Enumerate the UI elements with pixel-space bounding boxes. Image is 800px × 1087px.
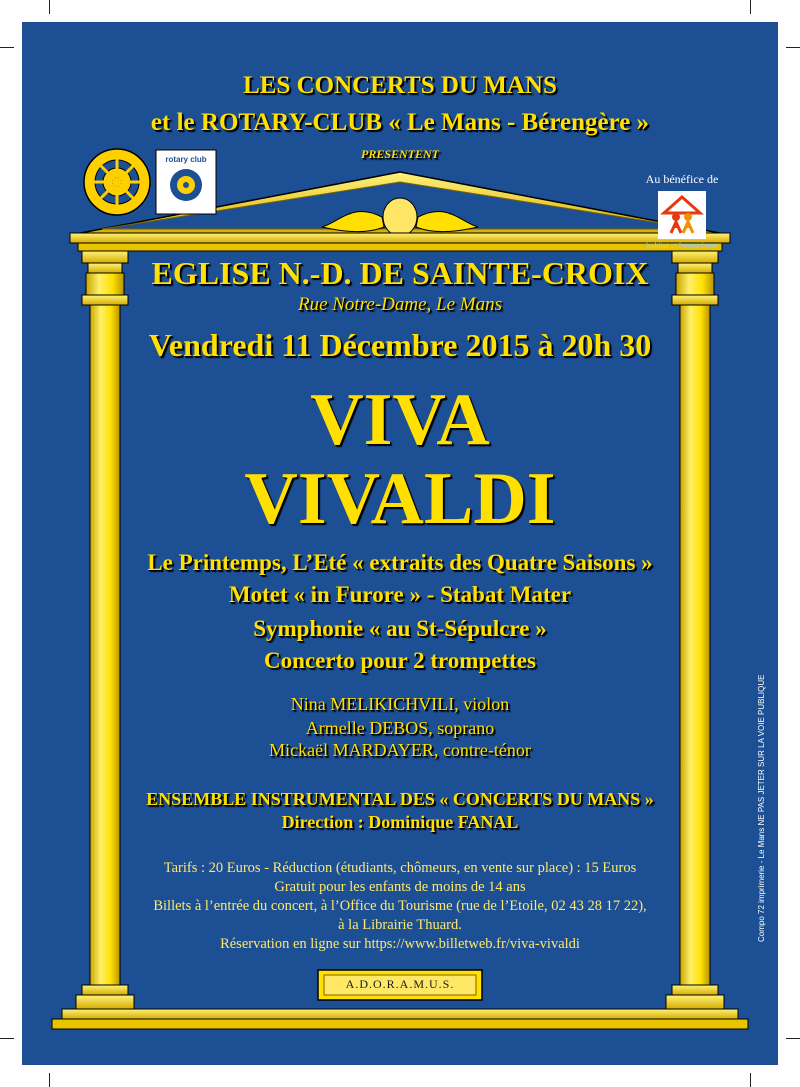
ticket-outlets-line-2: à la Librairie Thuard. [338, 917, 462, 933]
ensemble-direction: Direction : Dominique FANAL [281, 812, 519, 832]
program-item: Concerto pour 2 trompettes [264, 648, 536, 673]
ensemble-name: ENSEMBLE INSTRUMENTAL DES « CONCERTS DU MANS » [146, 789, 654, 809]
beneficiary-block [627, 172, 737, 250]
benefit-label: Au bénéfice de [645, 172, 719, 186]
free-entry-line: Gratuit pour les enfants de moins de 14 ans [274, 879, 526, 895]
svg-text:rotary club: rotary club [165, 155, 207, 164]
program-item: Le Printemps, L’Eté « extraits des Quatre Saisons » [147, 550, 653, 575]
program-item: Motet « in Furore » - Stabat Mater [228, 582, 572, 607]
performer: Mickaël MARDAYER, contre-ténor [269, 740, 531, 760]
church-address: Rue Notre-Dame, Le Mans [297, 294, 503, 315]
habitat-humanisme-logo [658, 191, 706, 239]
concert-poster [22, 22, 778, 1065]
performer: Nina MELIKICHVILI, violon [290, 694, 510, 714]
organizer-line: LES CONCERTS DU MANS [243, 72, 557, 99]
crop-mark [786, 1038, 800, 1039]
performer: Armelle DEBOS, soprano [305, 718, 495, 738]
title-line-1: VIVA [310, 379, 490, 461]
concert-date: Vendredi 11 Décembre 2015 à 20h 30 [148, 327, 652, 363]
program-item: Symphonie « au St-Sépulcre » [253, 616, 547, 641]
church-name: EGLISE N.-D. DE SAINTE-CROIX [151, 255, 649, 291]
printer-side-note: Compo 72 imprimerie - Le Mans NE PAS JETER SUR LA VOIE PUBLIQUE [757, 674, 766, 942]
presentent-label: PRESENTENT [360, 147, 439, 161]
crop-mark [0, 47, 14, 48]
ticket-outlets-line: Billets à l’entrée du concert, à l’Office du Tourisme (rue de l’Etoile, 02 43 28 17 22), [153, 898, 647, 914]
online-booking-line: Réservation en ligne sur https://www.billetweb.fr/viva-vivaldi [220, 936, 580, 952]
crop-mark [750, 1073, 751, 1087]
ticket-price-line: Tarifs : 20 Euros - Réduction (étudiants, chômeurs, en vente sur place) : 15 Euros [163, 860, 637, 876]
crop-mark [750, 0, 751, 14]
crop-mark [49, 1073, 50, 1087]
co-organizer-line: et le ROTARY-CLUB « Le Mans - Bérengère » [150, 109, 650, 136]
crop-mark [0, 1038, 14, 1039]
plaque-text: A.D.O.R.A.M.U.S. [345, 977, 455, 991]
crop-mark [49, 0, 50, 14]
habitat-label: habitat et humanisme [646, 241, 718, 250]
title-line-2: VIVALDI [244, 458, 556, 540]
crop-mark [786, 47, 800, 48]
